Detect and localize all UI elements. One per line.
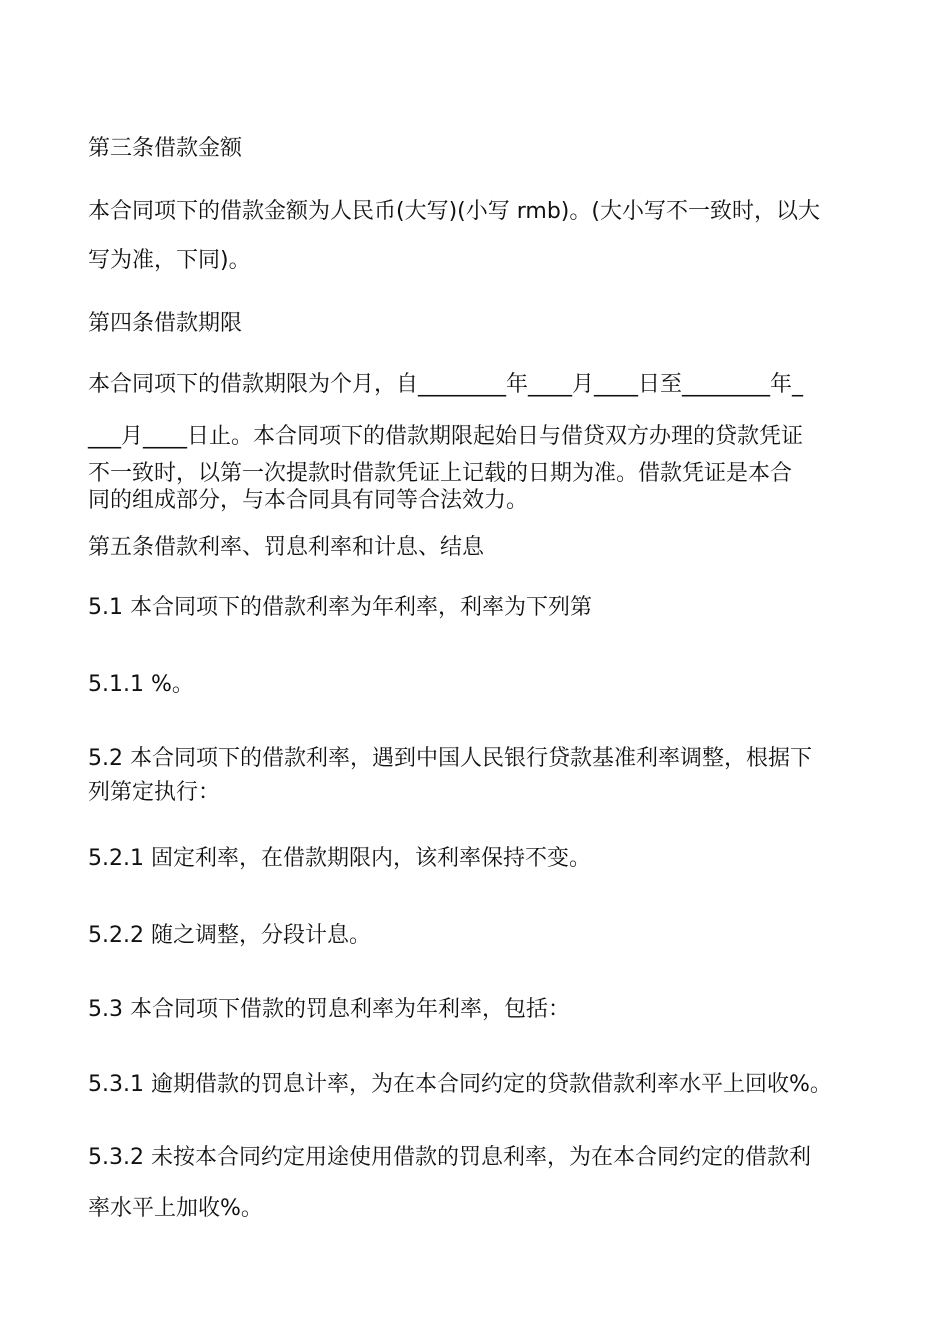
- clause-5-1: 5.1 本合同项下的借款利率为年利率，利率为下列第: [88, 595, 592, 620]
- clause-5-3-2: 5.3.2 未按本合同约定用途使用借款的罚息利率，为在本合同约定的借款利: [88, 1145, 811, 1170]
- paragraph-line: 本合同项下的借款金额为人民币(大写)(小写 rmb)。(大小写不一致时，以大: [88, 199, 820, 224]
- paragraph-line: ___月____日止。本合同项下的借款期限起始日与借贷双方办理的贷款凭证: [88, 424, 804, 449]
- clause-5-3-1: 5.3.1 逾期借款的罚息计率，为在本合同约定的贷款借款利率水平上回收%。: [88, 1072, 832, 1097]
- clause-5-2-1: 5.2.1 固定利率，在借款期限内，该利率保持不变。: [88, 846, 591, 871]
- section-4-heading: 第四条借款期限: [88, 311, 243, 336]
- clause-5-1-1: 5.1.1 %。: [88, 672, 194, 697]
- clause-5-2-2: 5.2.2 随之调整，分段计息。: [88, 923, 371, 948]
- paragraph-line: 本合同项下的借款期限为个月，自________年____月____日至________年_: [88, 372, 804, 397]
- clause-5-3-2-continued: 率水平上加收%。: [88, 1196, 263, 1221]
- clause-5-3: 5.3 本合同项下借款的罚息利率为年利率，包括：: [88, 997, 570, 1022]
- paragraph-line: 写为准，下同)。: [88, 248, 251, 273]
- clause-5-2: 5.2 本合同项下的借款利率，遇到中国人民银行贷款基准利率调整，根据下: [88, 746, 812, 771]
- clause-5-2-continued: 列第定执行：: [88, 780, 221, 805]
- section-3-heading: 第三条借款金额: [88, 136, 243, 161]
- paragraph-line: 同的组成部分，与本合同具有同等合法效力。: [88, 488, 529, 513]
- section-5-heading: 第五条借款利率、罚息利率和计息、结息: [88, 535, 485, 560]
- paragraph-line: 不一致时，以第一次提款时借款凭证上记载的日期为准。借款凭证是本合: [88, 461, 793, 486]
